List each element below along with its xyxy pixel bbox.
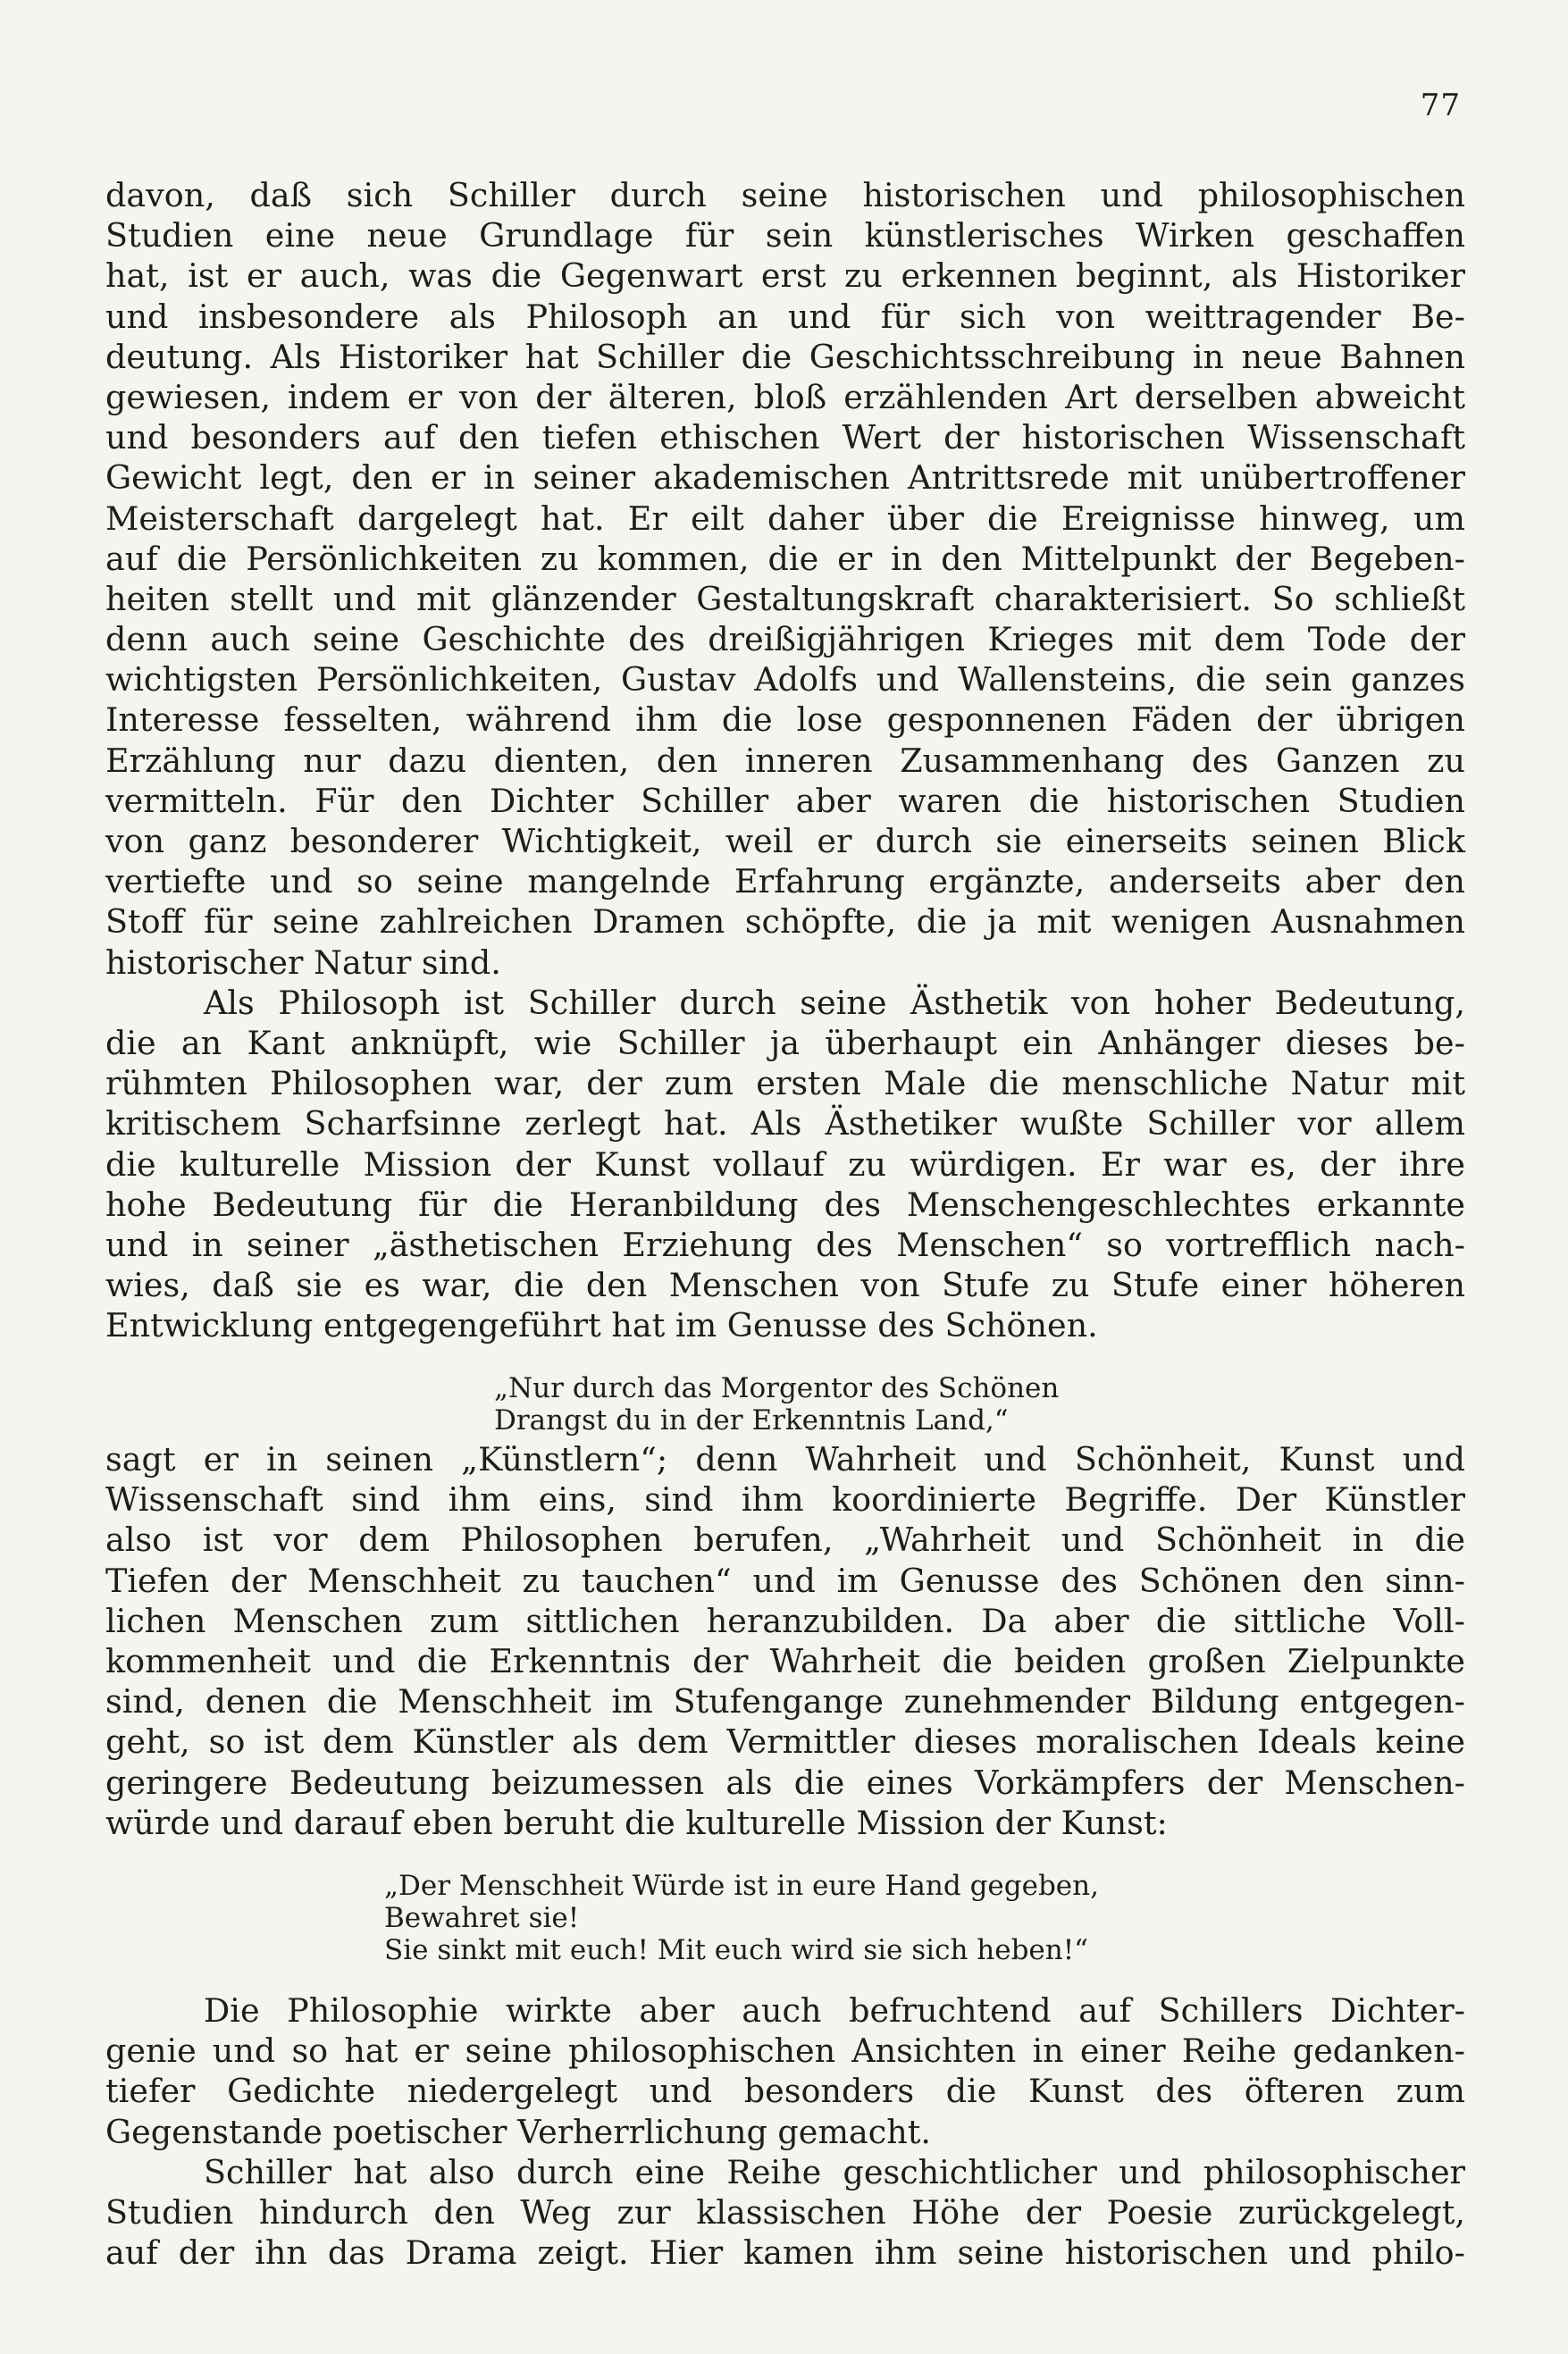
text-line: auf der ihn das Drama zeigt. Hier kamen ihm seine historischen und philo- <box>105 2233 1465 2273</box>
verse-line: Drangst du in der Erkenntnis Land,“ <box>494 1404 1009 1437</box>
text-line: lichen Menschen zum sittlichen heranzubilden. Da aber die sittliche Voll- <box>105 1601 1465 1640</box>
verse-quote-2 <box>384 1870 1099 1966</box>
verse-quote-1 <box>494 1372 1059 1437</box>
text-line: gewiesen, indem er von der älteren, bloß erzählenden Art derselben abweicht <box>105 377 1465 416</box>
text-line: davon, daß sich Schiller durch seine historischen und philosophischen <box>105 176 1465 214</box>
paragraph-3 <box>105 1439 1465 1843</box>
text-line: Studien eine neue Grundlage für sein künstlerisches Wirken geschaffen <box>105 216 1465 256</box>
text-line: Gegenstande poetischer Verherrlichung gemacht. <box>105 2112 931 2151</box>
verse-line: Sie sinkt mit euch! Mit euch wird sie sich heben!“ <box>384 1934 1089 1966</box>
text-line: heiten stellt und mit glänzender Gestaltungskraft charakterisiert. So schließt <box>105 579 1465 618</box>
text-line: und in seiner „ästhetischen Erziehung des Menschen“ so vortrefflich nach- <box>105 1225 1465 1264</box>
text-line: vermitteln. Für den Dichter Schiller aber waren die historischen Studien <box>105 781 1465 820</box>
text-line: auf die Persönlichkeiten zu kommen, die er in den Mittelpunkt der Begeben- <box>105 539 1465 578</box>
verse-line: „Der Menschheit Würde ist in eure Hand gegeben, <box>384 1870 1099 1902</box>
text-line: geringere Bedeutung beizumessen als die eines Vorkämpfers der Menschen- <box>105 1763 1465 1802</box>
paragraph-1 <box>105 175 1465 1345</box>
text-line: sind, denen die Menschheit im Stufengange zunehmender Bildung entgegen- <box>105 1682 1465 1722</box>
text-line: geht, so ist dem Künstler als dem Vermittler dieses moralischen Ideals keine <box>105 1722 1465 1762</box>
page-number: 77 <box>1420 88 1461 123</box>
paragraph-4 <box>105 1990 1465 2273</box>
text-line: denn auch seine Geschichte des dreißigjährigen Krieges mit dem Tode der <box>105 620 1465 659</box>
verse-line: „Nur durch das Morgentor des Schönen <box>494 1372 1060 1404</box>
text-line: deutung. Als Historiker hat Schiller die Geschichtsschreibung in neue Bahnen <box>105 337 1465 376</box>
text-line: Die Philosophie wirkte aber auch befruchtend auf Schillers Dichter- <box>204 1991 1465 2030</box>
text-line: Tiefen der Menschheit zu tauchen“ und im Genusse des Schönen den sinn- <box>105 1561 1465 1600</box>
text-line: kommenheit und die Erkenntnis der Wahrheit die beiden großen Zielpunkte <box>105 1641 1465 1680</box>
text-line: genie und so hat er seine philosophischen Ansichten in einer Reihe gedanken- <box>105 2031 1465 2071</box>
text-line: sagt er in seinen „Künstlern“; denn Wahrheit und Schönheit, Kunst und <box>105 1440 1465 1479</box>
text-line: Gewicht legt, den er in seiner akademischen Antrittsrede mit unübertroffener <box>105 458 1465 498</box>
text-line: und insbesondere als Philosoph an und für sich von weittragender Be- <box>105 297 1465 336</box>
text-line: tiefer Gedichte niedergelegt und besonders die Kunst des öfteren zum <box>105 2072 1465 2111</box>
text-line: Erzählung nur dazu dienten, den inneren Zusammenhang des Ganzen zu <box>105 741 1465 780</box>
text-line: Meisterschaft dargelegt hat. Er eilt daher über die Ereignisse hinweg, um <box>105 498 1465 538</box>
text-line: Entwicklung entgegengeführt hat im Genusse des Schönen. <box>105 1306 1098 1345</box>
text-line: wies, daß sie es war, die den Menschen von Stufe zu Stufe einer höheren <box>105 1266 1465 1305</box>
text-line: würde und darauf eben beruht die kulturelle Mission der Kunst: <box>105 1803 1168 1842</box>
text-line: die kulturelle Mission der Kunst vollauf zu würdigen. Er war es, der ihre <box>105 1144 1465 1184</box>
text-line: von ganz besonderer Wichtigkeit, weil er durch sie einerseits seinen Blick <box>105 822 1465 860</box>
text-line: wichtigsten Persönlichkeiten, Gustav Adolfs und Wallensteins, die sein ganzes <box>105 660 1465 699</box>
text-line: die an Kant anknüpft, wie Schiller ja überhaupt ein Anhänger dieses be- <box>105 1023 1465 1062</box>
verse-line: Bewahret sie! <box>384 1902 580 1934</box>
text-line: hat, ist er auch, was die Gegenwart erst zu erkennen beginnt, als Historiker <box>105 256 1465 296</box>
text-line: vertiefte und so seine mangelnde Erfahrung ergänzte, anderseits aber den <box>105 862 1465 901</box>
text-line: kritischem Scharfsinne zerlegt hat. Als Ästhetiker wußte Schiller vor allem <box>105 1104 1465 1143</box>
text-line: Wissenschaft sind ihm eins, sind ihm koordinierte Begriffe. Der Künstler <box>105 1480 1465 1520</box>
text-line: also ist vor dem Philosophen berufen, „Wahrheit und Schönheit in die <box>105 1520 1465 1560</box>
text-line: Schiller hat also durch eine Reihe geschichtlicher und philosophischer <box>204 2152 1465 2191</box>
text-line: und besonders auf den tiefen ethischen Wert der historischen Wissenschaft <box>105 418 1465 457</box>
text-line: historischer Natur sind. <box>105 942 501 982</box>
text-line: Interesse fesselten, während ihm die lose gesponnenen Fäden der übrigen <box>105 700 1465 740</box>
text-line: Stoff für seine zahlreichen Dramen schöpfte, die ja mit wenigen Ausnahmen <box>105 902 1465 942</box>
text-line: hohe Bedeutung für die Heranbildung des Menschengeschlechtes erkannte <box>105 1185 1465 1224</box>
text-line: rühmten Philosophen war, der zum ersten Male die menschliche Natur mit <box>105 1064 1465 1103</box>
text-line: Als Philosoph ist Schiller durch seine Ästhetik von hoher Bedeutung, <box>204 983 1465 1022</box>
text-line: Studien hindurch den Weg zur klassischen Höhe der Poesie zurückgelegt, <box>105 2192 1465 2232</box>
